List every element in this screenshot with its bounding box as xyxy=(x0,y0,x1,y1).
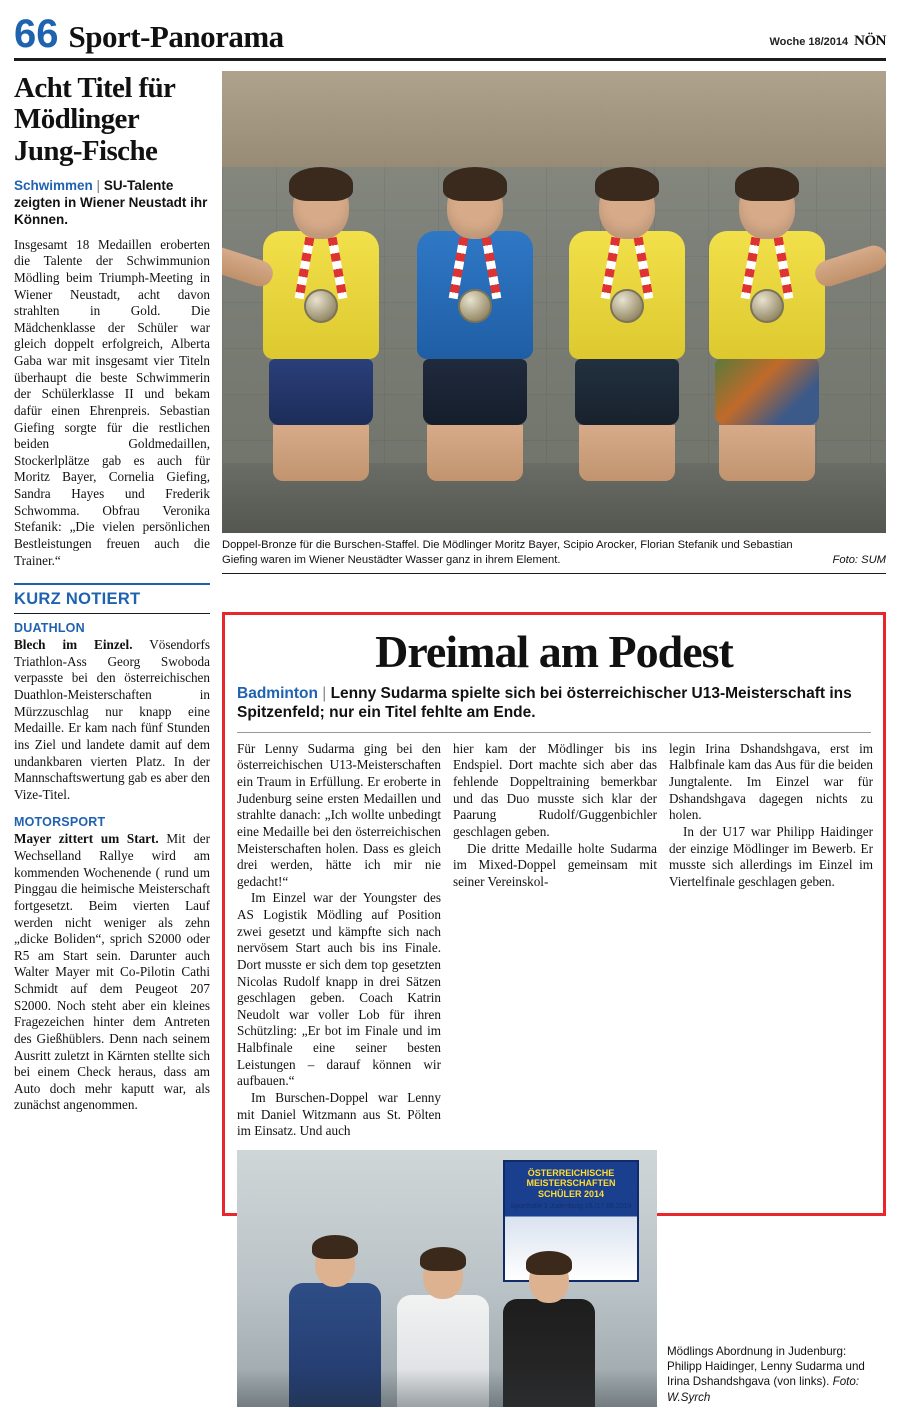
medal-icon xyxy=(286,237,356,329)
left-article-separator: | xyxy=(96,177,101,193)
brief-text-duathlon xyxy=(14,637,210,803)
main-article-lead xyxy=(237,685,871,723)
medal-disc xyxy=(304,289,338,323)
medal-icon xyxy=(592,237,662,329)
left-article-lead xyxy=(14,177,210,229)
player-head xyxy=(315,1241,355,1287)
banner-subtitle: Sportholle 1 Judenburg 16./17.05.2014 xyxy=(510,1202,632,1210)
main-article-column-2 xyxy=(453,741,657,1140)
swimmer-head xyxy=(447,175,503,239)
left-article-lead-text: SU-Talente zeigten in Wiener Neustadt ihr Können. xyxy=(14,177,208,228)
player-hair xyxy=(312,1235,358,1259)
divider-blue xyxy=(14,583,210,585)
kurz-notiert-title: KURZ NOTIERT xyxy=(14,590,141,609)
main-article-kicker: Badminton xyxy=(237,685,318,702)
swimmer-hair xyxy=(443,167,507,201)
medal-disc xyxy=(458,289,492,323)
left-article-kicker: Schwimmen xyxy=(14,177,93,193)
main-article-box xyxy=(222,612,886,1404)
medal-ribbon-right xyxy=(634,237,654,300)
medal-icon xyxy=(732,237,802,329)
swimmer-shorts xyxy=(269,359,373,425)
issue-label: Woche 18/2014 xyxy=(769,35,849,48)
medal-icon xyxy=(440,237,510,329)
swimmer-legs xyxy=(273,425,369,481)
main-article-lead-text: Lenny Sudarma spielte sich bei österreichischer U13-Meisterschaft ins Spitzenfeld; nur ein Titel fehlte am Ende. xyxy=(237,685,852,721)
medal-ribbon-left xyxy=(741,237,761,300)
left-article-body xyxy=(14,237,210,570)
brief-lead-motorsport: Mayer zittert um Start. xyxy=(14,831,159,847)
masthead-left xyxy=(14,14,284,54)
swimmer-hair xyxy=(595,167,659,201)
noen-logo: NÖN xyxy=(854,33,886,49)
article-paragraph: legin Irina Dshandshgava, erst im Halbfinale kam das Aus für die beiden Jungtalente. Im Einzel war für Dshandshgava dagegen nichts zu holen. xyxy=(669,740,873,823)
swimmer-1 xyxy=(246,175,396,481)
swimmer-legs xyxy=(719,425,815,481)
player-head xyxy=(423,1253,463,1299)
article-paragraph: hier kam der Mödlinger bis ins Endspiel. Dort machte sich aber das fehlende Doppeltraining bemerkbar und das Duo musste sich klar der Paarung Rudolf/Guggenbichler geschlagen geben. xyxy=(453,740,657,839)
swimmer-shorts xyxy=(423,359,527,425)
article-paragraph: Die dritte Medaille holte Sudarma im Mixed-Doppel gemeinsam mit seiner Vereinskol- xyxy=(453,840,657,889)
badminton-caption-text: Mödlings Abordnung in Judenburg: Philipp Haidinger, Lenny Sudarma und Irina Dshandshgava (von links). xyxy=(667,1344,865,1389)
masthead-right xyxy=(769,33,886,54)
photo2-floor xyxy=(237,1369,657,1407)
swimmer-legs xyxy=(579,425,675,481)
photo-credit: Foto: SUM xyxy=(832,553,886,566)
main-article-separator: | xyxy=(322,685,327,702)
main-article-column-1 xyxy=(237,741,441,1140)
article-paragraph: Im Einzel war der Youngster des AS Logistik Mödling auf Position zwei gesetzt und kämpfte sich nach nervösem Start auch bis ins Finale. Dort musste er sich dem top gesetzten Nicolas Rudolf knapp in drei Sätzen geschlagen geben. Coach Katrin Neudolt war voller Lob für ihren Schützling: „Er bot im Finale und im Halbfinale eine seiner besten Leistungen – darauf können wir aufbauen.“ xyxy=(237,890,441,1089)
main-article-headline: Dreimal am Podest xyxy=(375,626,733,677)
medal-ribbon-left xyxy=(601,237,621,300)
medal-ribbon-right xyxy=(328,237,348,300)
photo-caption xyxy=(222,533,886,574)
medal-disc xyxy=(610,289,644,323)
left-article-paragraph: Insgesamt 18 Medaillen eroberten die Talente der Schwimmunion Mödling beim Triumph-Meeting in Wiener Neustadt, acht davon strahlten in Gold. Die Mädchenklasse der Schüler war gleich doppelt erfolgreich, Alberta Gaba war mit insgesamt vier Titeln überhaupt die beste Schwimmerin der Schülerklasse II und bekam dafür einen Ehrenpreis. Sebastian Giefing sorgte für die restlichen beiden Goldmedaillen, Stockerlplätze gab es auch für Moritz Bayer, Cornelia Giefing, Sandra Hayes und Frederik Schwomma. Obfrau Veronika Stefanik: „Die vielen persönlichen Bestleistungen freuen auch die Trainer.“ xyxy=(14,236,210,568)
brief-category-motorsport: MOTORSPORT xyxy=(14,815,106,830)
brief-lead-duathlon: Blech im Einzel. xyxy=(14,637,133,653)
medal-ribbon-left xyxy=(449,237,469,300)
swimmers-photo xyxy=(222,71,886,533)
swimmer-2 xyxy=(400,175,550,481)
divider-thin xyxy=(14,613,210,614)
left-article-headline: Acht Titel für Mödlinger Jung-Fische xyxy=(14,72,175,167)
photo-background-top xyxy=(222,71,886,167)
medal-ribbon-left xyxy=(295,237,315,300)
medal-ribbon-right xyxy=(774,237,794,300)
player-head xyxy=(529,1257,569,1303)
brief-body-motorsport: Mit der Wechselland Rallye wird am kommenden Wochenende ( rund um Pinggau die heimische Meisterschaft fortgesetzt. Beim vierten Lauf werden nicht weniger als zehn „dicke Boliden“, sprich S2000 oder R5 am Start sein. Darunter auch Walter Mayer mit Co-Pilotin Cathi Schmidt auf dem Peugeot 207 S2000. Noch steht aber ein kleines Fragezeichen hinter dem Antreten des Gießhüblers. Denn nach seinem Ausritt zuletzt in Kärnten stellte sich bei einem Check heraus, dass am Auto doch mehr kaputt war, als zunächst angenommen. xyxy=(14,831,210,1113)
swimmer-head xyxy=(739,175,795,239)
swimmer-head xyxy=(599,175,655,239)
swimmer-hair xyxy=(289,167,353,201)
swimmer-3 xyxy=(552,175,702,481)
brief-body-duathlon: Vösendorfs Triathlon-Ass Georg Swoboda verpasste bei den österreichischen Duathlon-Meisterschaften in Mürzzuschlag nur knapp eine Medaille. Er kam nach fünf Stunden ins Ziel und landete damit auf dem undankbaren vierten Platz. In der Mannschaftswertung gab es aber den Vize-Titel. xyxy=(14,637,210,802)
left-column xyxy=(14,71,210,1126)
article-paragraph: In der U17 war Philipp Haidinger der einzige Mödlinger im Bewerb. Er musste sich allerdings im Einzel im Viertelfinale geschlagen geben. xyxy=(669,823,873,889)
medal-disc xyxy=(750,289,784,323)
brief-category-duathlon: DUATHLON xyxy=(14,621,85,636)
badminton-photo xyxy=(237,1150,657,1407)
badminton-photo-credit: Foto: W.Syrch xyxy=(667,1375,860,1404)
swimmer-shorts xyxy=(715,359,819,425)
masthead xyxy=(14,0,886,61)
swimmer-hair xyxy=(735,167,799,201)
article-paragraph: Im Burschen-Doppel war Lenny mit Daniel Witzmann aus St. Pölten im Einsatz. Und auch xyxy=(237,1089,441,1139)
kurz-notiert-item xyxy=(14,815,210,1114)
brief-text-motorsport xyxy=(14,831,210,1114)
section-title: Sport-Panorama xyxy=(68,19,284,54)
main-article-photo-row xyxy=(237,1150,871,1407)
swimmer-4 xyxy=(692,175,842,481)
swimmer-legs xyxy=(427,425,523,481)
kurz-notiert-item xyxy=(14,621,210,803)
player-hair xyxy=(526,1251,572,1275)
photo-caption-text: Doppel-Bronze für die Burschen-Staffel. Die Mödlinger Moritz Bayer, Scipio Arocker, Florian Stefanik und Sebastian Giefing waren im Wiener Neustädter Wasser ganz in ihrem Element. xyxy=(222,539,793,566)
badminton-photo-caption xyxy=(667,1344,871,1407)
banner-title: ÖSTERREICHISCHE MEISTERSCHAFTEN SCHÜLER 2014 xyxy=(526,1167,616,1199)
medal-ribbon-right xyxy=(482,237,502,300)
article-paragraph: Für Lenny Sudarma ging bei den österreichischen U13-Meisterschaften ein Traum in Erfüllung. Er eroberte in Judenburg seine ersten Medaillen und strahlte danach: „Ich wollte unbedingt eine Medaille bei den österreichischen Meisterschaften holen. Dass es gleich drei werden, hätte ich mir nie gedacht!“ xyxy=(237,740,441,889)
main-article-columns xyxy=(237,741,871,1140)
swimmer-head xyxy=(293,175,349,239)
page-number: 66 xyxy=(14,12,59,56)
player-hair xyxy=(420,1247,466,1271)
main-article-divider xyxy=(237,732,871,733)
main-article-column-3 xyxy=(669,741,873,1140)
swimmer-shorts xyxy=(575,359,679,425)
